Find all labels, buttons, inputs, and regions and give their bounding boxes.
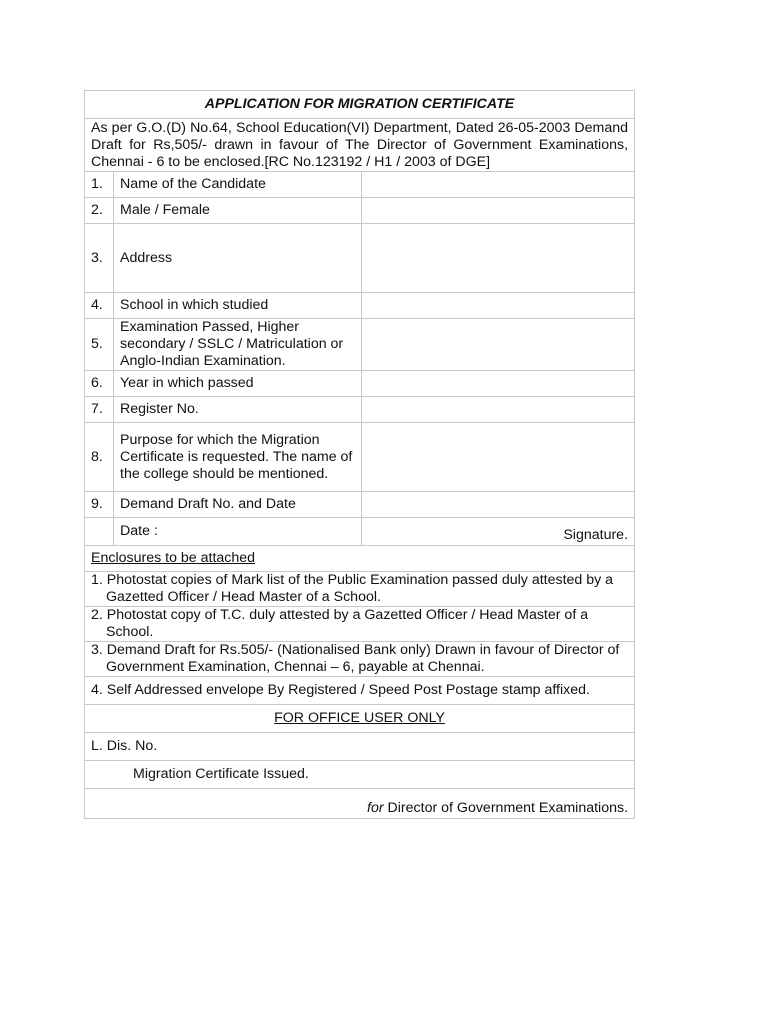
field-label-school: School in which studied: [114, 293, 362, 319]
enclosures-heading: [85, 546, 635, 572]
row-number: 8.: [85, 423, 114, 492]
row-number: 7.: [85, 397, 114, 423]
enclosures-heading-text: Enclosures to be attached: [91, 550, 256, 566]
field-label-year: Year in which passed: [114, 371, 362, 397]
field-label-name: Name of the Candidate: [114, 172, 362, 198]
date-signature-row: [85, 518, 635, 546]
field-label-demand-draft: Demand Draft No. and Date: [114, 492, 362, 518]
field-value-name[interactable]: [362, 172, 635, 198]
row-number: 9.: [85, 492, 114, 518]
row-number: 2.: [85, 198, 114, 224]
form-row-name: [85, 172, 635, 198]
enclosure-item: 2. Photostat copy of T.C. duly attested by a Gazetted Officer / Head Master of a School.: [85, 607, 635, 642]
enclosure-item: 3. Demand Draft for Rs.505/- (Nationalised Bank only) Drawn in favour of Director of Government Examination, Chennai – 6, payable at Chennai.: [85, 642, 635, 677]
form-row-exam-passed: [85, 319, 635, 371]
field-value-register-no[interactable]: [362, 397, 635, 423]
form-row-year: [85, 371, 635, 397]
field-label-address: Address: [114, 224, 362, 293]
row-number: 5.: [85, 319, 114, 371]
field-label-purpose: Purpose for which the Migration Certificate is requested. The name of the college should be mentioned.: [114, 423, 362, 492]
form-row-school: [85, 293, 635, 319]
migration-application-form: [84, 90, 635, 819]
field-value-year[interactable]: [362, 371, 635, 397]
certificate-issued-label: Migration Certificate Issued.: [85, 761, 635, 789]
row-number: 6.: [85, 371, 114, 397]
row-number-empty: [85, 518, 114, 546]
field-value-exam-passed[interactable]: [362, 319, 635, 371]
form-title: APPLICATION FOR MIGRATION CERTIFICATE: [85, 91, 635, 119]
director-title: Director of Government Examinations.: [383, 800, 629, 816]
form-row-demand-draft: [85, 492, 635, 518]
office-use-heading-text: FOR OFFICE USER ONLY: [274, 710, 445, 726]
office-use-heading: [85, 705, 635, 733]
field-value-gender[interactable]: [362, 198, 635, 224]
form-row-register-no: [85, 397, 635, 423]
row-number: 4.: [85, 293, 114, 319]
enclosure-item: 4. Self Addressed envelope By Registered / Speed Post Postage stamp affixed.: [85, 677, 635, 705]
for-prefix: for: [367, 800, 384, 816]
field-value-demand-draft[interactable]: [362, 492, 635, 518]
date-label: Date :: [114, 518, 362, 546]
row-number: 3.: [85, 224, 114, 293]
form-row-purpose: [85, 423, 635, 492]
form-row-gender: [85, 198, 635, 224]
form-row-address: [85, 224, 635, 293]
field-label-exam-passed: Examination Passed, Higher secondary / SSLC / Matriculation or Anglo-Indian Examination.: [114, 319, 362, 371]
field-value-purpose[interactable]: [362, 423, 635, 492]
field-value-school[interactable]: [362, 293, 635, 319]
field-label-register-no: Register No.: [114, 397, 362, 423]
director-signature-line: [85, 789, 635, 819]
dis-no-label: L. Dis. No.: [85, 733, 635, 761]
field-value-address[interactable]: [362, 224, 635, 293]
intro-paragraph: As per G.O.(D) No.64, School Education(VI) Department, Dated 26-05-2003 Demand Draft for Rs,505/- drawn in favour of The Director of Government Examinations, Chennai - 6 to be enclosed.[RC No.123192 / H1 / 2003 of DGE]: [85, 119, 635, 172]
field-label-gender: Male / Female: [114, 198, 362, 224]
enclosure-item: 1. Photostat copies of Mark list of the Public Examination passed duly attested by a Gazetted Officer / Head Master of a School.: [85, 572, 635, 607]
signature-label: Signature.: [362, 518, 635, 546]
row-number: 1.: [85, 172, 114, 198]
